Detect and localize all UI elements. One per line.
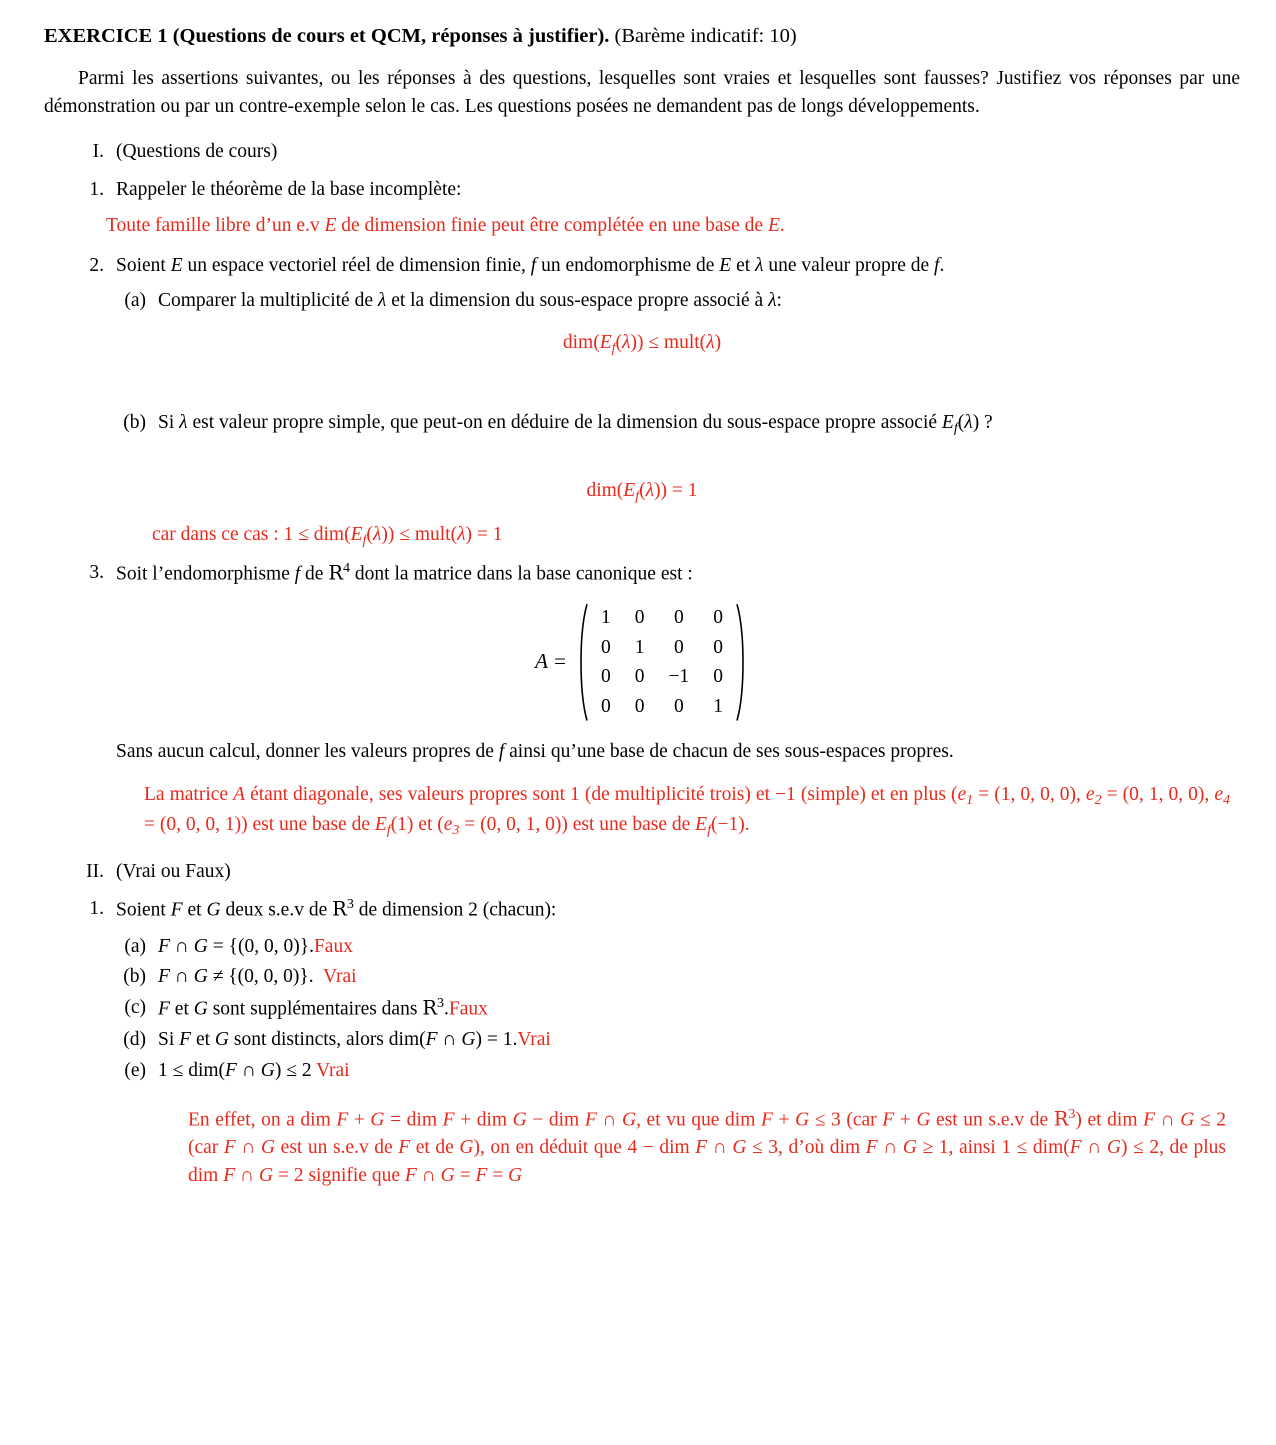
answer-1-1-text: Toute famille libre d’un e.v E de dimension finie peut être complétée en une base de E. bbox=[106, 214, 785, 236]
answer-1-3: La matrice A étant diagonale, ses valeurs propres sont 1 (de multiplicité trois) et −1 (simple) et en plus ($e_1 = (1$, 0, 0, 0), $e_2 = (0$, 1, 0, 0), $e_4 = (0$, 0, 0, 1)) est une base de $E_f(1)$ et ($e_3 = (0$, 0, 1, 0)) est une base de $E_f(-1)$. bbox=[144, 784, 1230, 839]
matrix-cell: 0 bbox=[673, 636, 684, 658]
page-title bbox=[44, 22, 1240, 51]
question-1-2-a-text: Comparer la multiplicité de λ et la dimension du sous-espace propre associé à λ: bbox=[158, 290, 782, 312]
item-verdict: Vrai bbox=[316, 1060, 350, 1082]
section-2-title: (Vrai ou Faux) bbox=[116, 860, 231, 882]
question-1-3 bbox=[74, 559, 1240, 588]
list-item bbox=[112, 994, 1240, 1023]
question-1-3-label: 3. bbox=[89, 562, 104, 584]
list-item bbox=[112, 963, 1240, 991]
answer-1-2-b-reason: car dans ce cas : $1 \le dim(E_f(\lambda))$ ≤ mult(λ) = 1 bbox=[152, 524, 503, 549]
matrix-cell: 0 bbox=[634, 695, 645, 717]
matrix-row bbox=[589, 692, 735, 722]
matrix-display bbox=[44, 603, 1240, 722]
question-1-2-text: Soient E un espace vectoriel réel de dimension finie, f un endomorphisme de E et λ une valeur propre de f. bbox=[116, 254, 945, 276]
matrix-cell: −1 bbox=[668, 666, 690, 688]
matrix-cell: 0 bbox=[600, 636, 611, 658]
matrix-cell: 0 bbox=[713, 606, 723, 628]
item-body: F et G sont supplémentaires dans $R^3.Faux$ bbox=[158, 995, 488, 1020]
matrix-row bbox=[589, 662, 735, 692]
item-label: (d) bbox=[123, 1029, 146, 1051]
list-item bbox=[112, 933, 1240, 961]
item-label: (c) bbox=[124, 997, 146, 1019]
item-body: 1 ≤ dim(F ∩ G) ≤ 2 Vrai bbox=[158, 1060, 350, 1082]
section-1-heading bbox=[64, 138, 1240, 166]
item-verdict: Faux bbox=[448, 998, 488, 1020]
answer-1-2-a: $dim(E_f(\lambda))$ ≤ mult(λ) bbox=[562, 331, 722, 357]
list-item bbox=[112, 1057, 1240, 1085]
matrix-row bbox=[589, 633, 735, 663]
matrix-row bbox=[589, 603, 735, 633]
question-1-2-a bbox=[112, 287, 1240, 315]
matrix-cell: 0 bbox=[600, 695, 611, 717]
list-item bbox=[112, 1026, 1240, 1054]
page-title-bold: EXERCICE 1 (Questions de cours et QCM, réponses à justifier). bbox=[44, 25, 610, 47]
question-1-3-text2: Sans aucun calcul, donner les valeurs propres de f ainsi qu’une base de chacun de ses sous-espaces propres. bbox=[116, 740, 954, 762]
question-1-3-text: Soit l’endomorphisme f de $R^4$ dont la matrice dans la base canonique est : bbox=[116, 560, 693, 586]
question-1-1-label: 1. bbox=[89, 179, 104, 201]
question-2-1-label: 1. bbox=[89, 898, 104, 920]
matrix-cell: 1 bbox=[634, 636, 645, 658]
section-2-label: II. bbox=[86, 860, 104, 882]
answer-1-2-b-main: $dim(E_f(\lambda)) = 1$ bbox=[586, 480, 698, 505]
item-label: (a) bbox=[124, 935, 146, 957]
section-1-title: (Questions de cours) bbox=[116, 141, 278, 163]
right-paren-icon bbox=[735, 603, 749, 722]
item-label: (e) bbox=[124, 1060, 146, 1082]
question-1-2-b-text: Si λ est valeur propre simple, que peut-on en déduire de la dimension du sous-espace propre associé $E_f(\lambda)$ ? bbox=[158, 412, 993, 437]
intro-paragraph: Parmi les assertions suivantes, ou les réponses à des questions, lesquelles sont vraies et lesquelles sont fausses? Justifiez vos réponses par une démonstration ou par un contre-exemple selon le cas. Les questions posées ne demandent pas de longs développements. bbox=[44, 68, 1240, 117]
item-label: (b) bbox=[123, 966, 146, 988]
left-paren-icon bbox=[575, 603, 589, 722]
matrix-cell: 1 bbox=[600, 606, 611, 628]
item-body: F ∩ G = {(0, 0, 0)}.Faux bbox=[158, 935, 353, 957]
question-1-2 bbox=[74, 252, 1240, 280]
page-title-scale: (Barème indicatif: 10) bbox=[614, 25, 797, 47]
matrix-cell: 0 bbox=[713, 666, 723, 688]
question-1-2-a-label: (a) bbox=[124, 290, 146, 312]
answer-2-1: En effet, on a dim F + G = dim F + dim G − dim F ∩ G, et vu que dim F + G ≤ 3 (car F + G est un s.e.v de $R^3$) et dim F ∩ G ≤ 2 (car F ∩ G est un s.e.v de F et de G), on en déduit que 4 − dim F ∩ G ≤ 3, d’où dim F ∩ G ≥ 1, ainsi 1 ≤ dim(F ∩ G) ≤ 2, de plus dim F ∩ G = 2 signifie que F ∩ G = F = G bbox=[188, 1105, 1226, 1186]
matrix-cell: 0 bbox=[634, 606, 645, 628]
question-1-2-b bbox=[112, 409, 1240, 439]
section-2-heading bbox=[64, 858, 1240, 886]
item-verdict: Faux bbox=[313, 935, 353, 957]
section-1-label: I. bbox=[92, 141, 104, 163]
item-body: Si F et G sont distincts, alors dim(F ∩ G) = 1.Vrai bbox=[158, 1029, 551, 1051]
question-1-2-b-label: (b) bbox=[123, 412, 146, 434]
matrix-cell: 0 bbox=[634, 666, 645, 688]
matrix-table bbox=[589, 603, 735, 722]
matrix-cell: 0 bbox=[600, 666, 611, 688]
item-verdict: Vrai bbox=[517, 1029, 551, 1051]
answer-1-1 bbox=[106, 212, 1240, 240]
item-verdict: Vrai bbox=[323, 966, 357, 988]
matrix-cell: 0 bbox=[673, 695, 684, 717]
question-1-1-text: Rappeler le théorème de la base incomplète: bbox=[116, 179, 462, 201]
matrix-cell: 0 bbox=[713, 636, 723, 658]
matrix-label: A = bbox=[535, 649, 567, 674]
true-false-list bbox=[44, 933, 1240, 1085]
item-body: F ∩ G ≠ {(0, 0, 0)}. Vrai bbox=[158, 966, 357, 988]
matrix-cell: 0 bbox=[673, 606, 684, 628]
question-1-2-label: 2. bbox=[89, 254, 104, 276]
question-1-1 bbox=[74, 176, 1240, 204]
question-2-1 bbox=[74, 895, 1240, 924]
matrix-cell: 1 bbox=[713, 695, 723, 717]
question-2-1-text: Soient F et G deux s.e.v de $R^3$ de dimension 2 (chacun): bbox=[116, 896, 557, 922]
